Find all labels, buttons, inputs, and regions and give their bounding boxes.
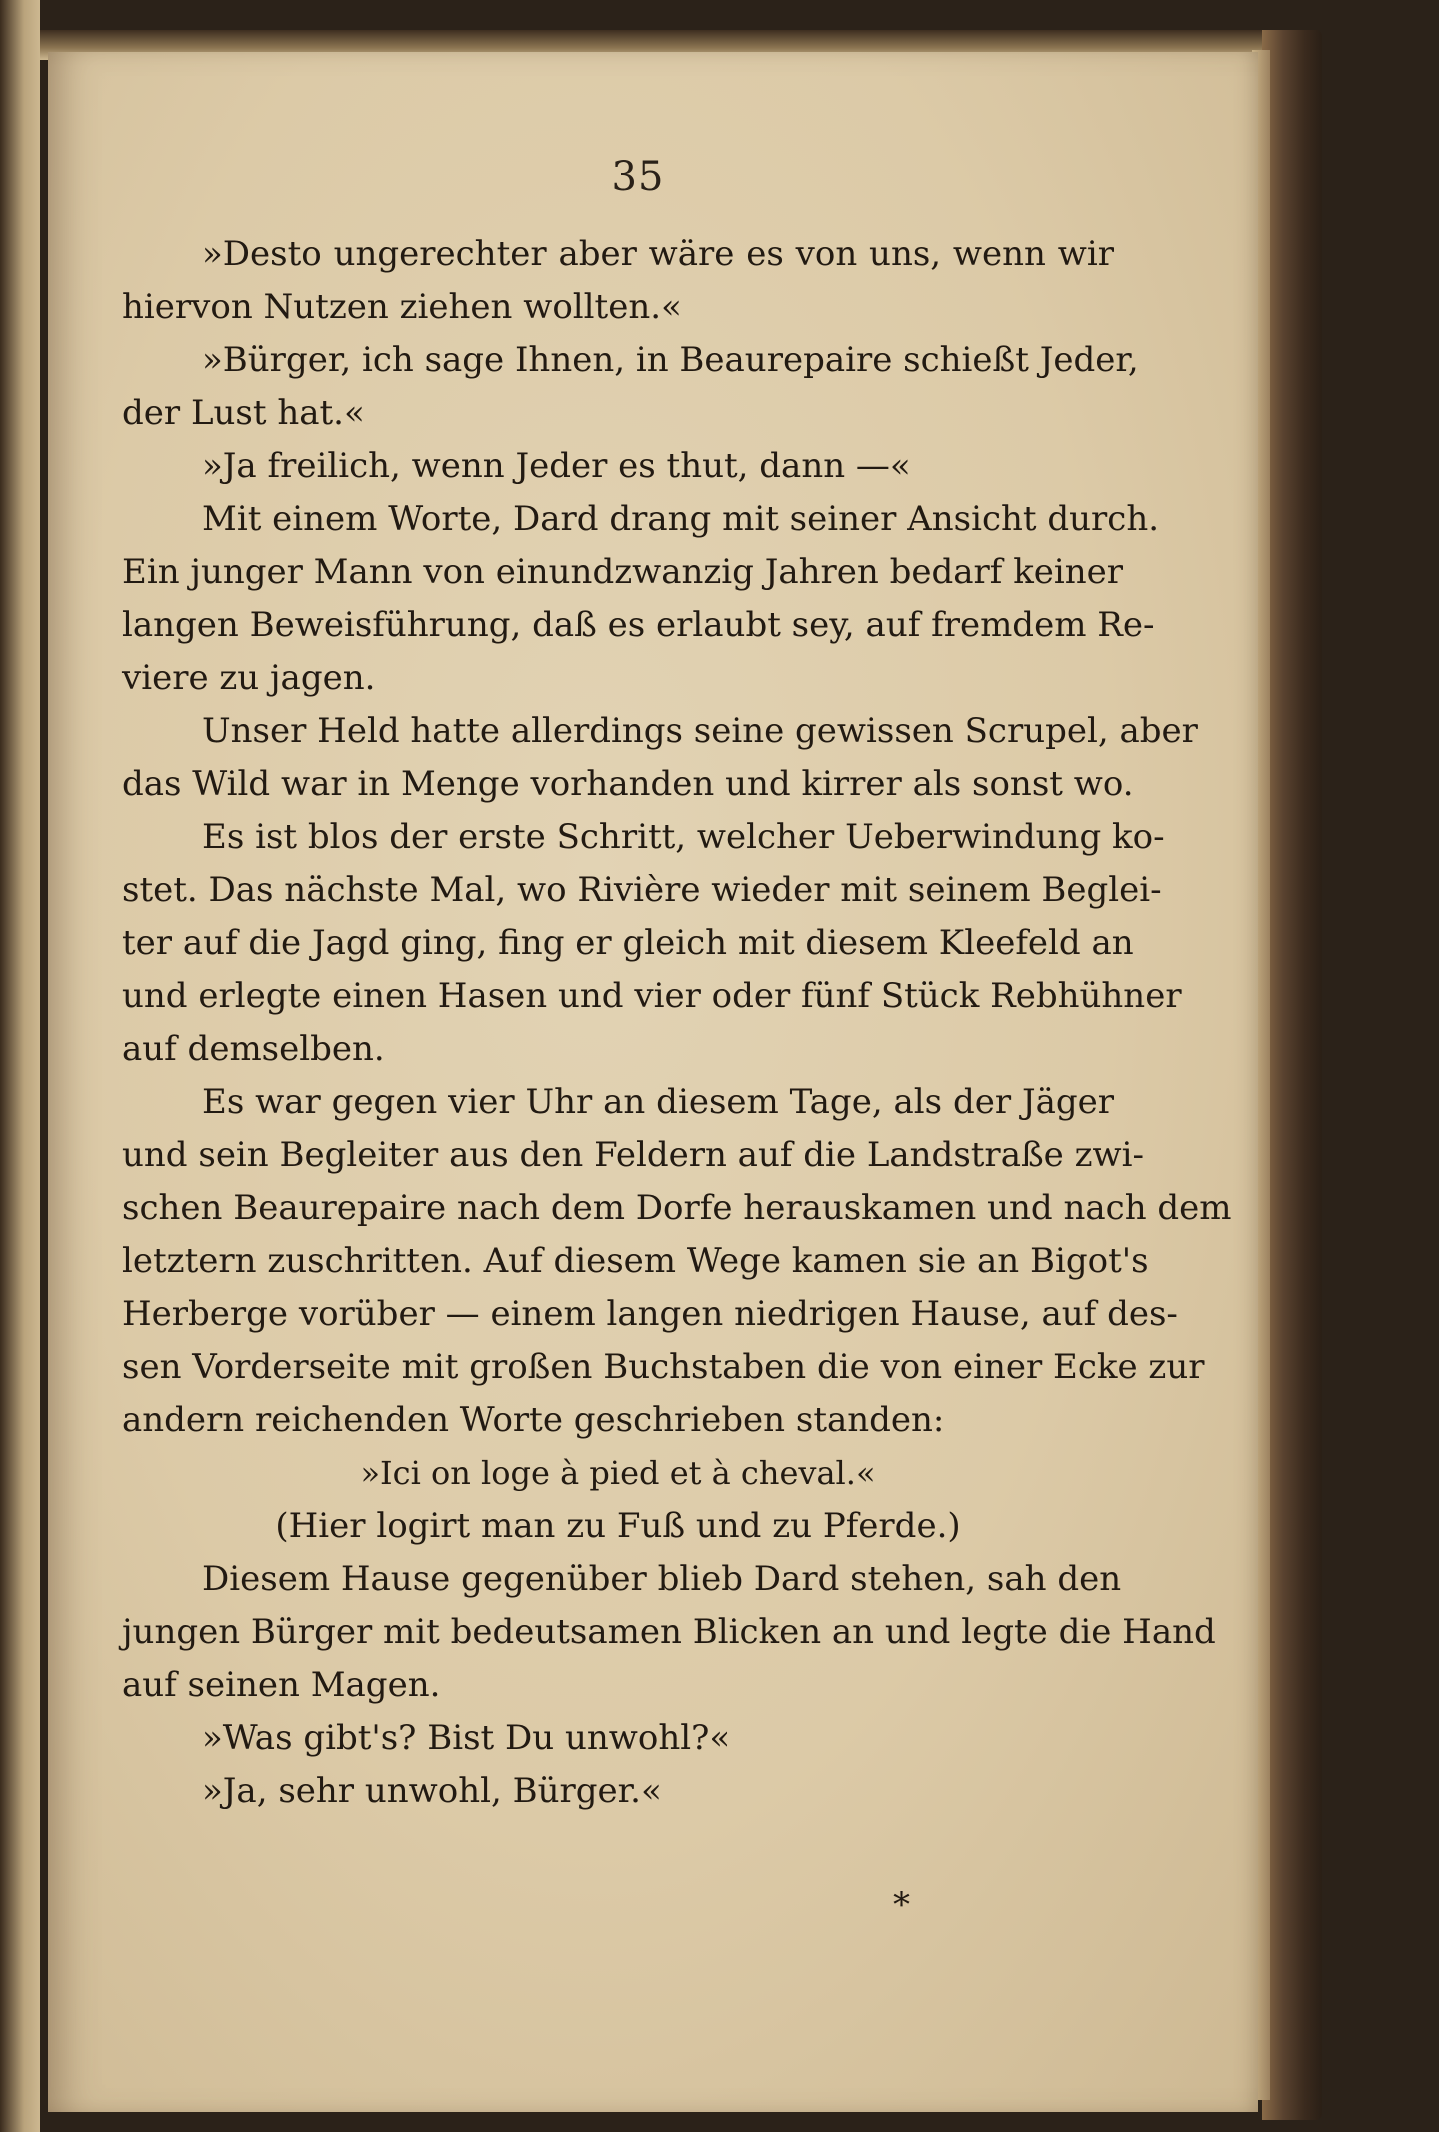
text-line: auf demselben. <box>122 1029 385 1069</box>
text-line: viere zu jagen. <box>122 658 376 698</box>
text-line: »Ja, sehr unwohl, Bürger.« <box>202 1771 662 1811</box>
text-line: und erlegte einen Hasen und vier oder fünf Stück Rebhühner <box>122 976 1182 1016</box>
text-line: das Wild war in Menge vorhanden und kirrer als sonst wo. <box>122 764 1134 804</box>
text-line: (Hier logirt man zu Fuß und zu Pferde.) <box>275 1506 961 1546</box>
book-page <box>48 52 1258 2112</box>
text-line: »Bürger, ich sage Ihnen, in Beaurepaire schießt Jeder, <box>202 340 1139 380</box>
text-line: »Ici on loge à pied et à cheval.« <box>360 1454 876 1492</box>
text-line: jungen Bürger mit bedeutsamen Blicken an und legte die Hand <box>122 1612 1216 1652</box>
page-number: 35 <box>611 154 665 200</box>
signature-mark: * <box>893 1885 910 1925</box>
text-line: Ein junger Mann von einundzwanzig Jahren bedarf keiner <box>122 552 1124 592</box>
text-line: Herberge vorüber — einem langen niedrigen Hause, auf des- <box>122 1294 1178 1334</box>
text-line: »Was gibt's? Bist Du unwohl?« <box>202 1718 731 1758</box>
page-text <box>122 228 1232 1818</box>
text-line: stet. Das nächste Mal, wo Rivière wieder mit seinem Beglei- <box>122 870 1162 910</box>
book-spine-shadow <box>0 0 40 2132</box>
text-line: »Ja freilich, wenn Jeder es thut, dann —« <box>202 446 911 486</box>
text-line: hiervon Nutzen ziehen wollten.« <box>122 287 682 327</box>
text-line: und sein Begleiter aus den Feldern auf die Landstraße zwi- <box>122 1135 1144 1175</box>
text-line: langen Beweisführung, daß es erlaubt sey, auf fremdem Re- <box>122 605 1155 645</box>
text-line: Es war gegen vier Uhr an diesem Tage, als der Jäger <box>202 1082 1114 1122</box>
text-line: Diesem Hause gegenüber blieb Dard stehen, sah den <box>202 1559 1122 1599</box>
text-line: sen Vorderseite mit großen Buchstaben die von einer Ecke zur <box>122 1347 1205 1387</box>
text-line: andern reichenden Worte geschrieben standen: <box>122 1400 945 1440</box>
text-line: ter auf die Jagd ging, fing er gleich mit diesem Kleefeld an <box>122 923 1134 963</box>
text-line: schen Beaurepaire nach dem Dorfe herauskamen und nach dem <box>122 1188 1232 1228</box>
text-line: »Desto ungerechter aber wäre es von uns, wenn wir <box>202 234 1114 274</box>
text-line: Mit einem Worte, Dard drang mit seiner Ansicht durch. <box>202 499 1160 539</box>
text-line: letztern zuschritten. Auf diesem Wege kamen sie an Bigot's <box>122 1241 1149 1281</box>
text-line: auf seinen Magen. <box>122 1665 441 1705</box>
book-cover-edge <box>1262 30 1322 2120</box>
text-line: der Lust hat.« <box>122 393 365 433</box>
text-line: Es ist blos der erste Schritt, welcher Ueberwindung ko- <box>202 817 1165 857</box>
text-line: Unser Held hatte allerdings seine gewissen Scrupel, aber <box>202 711 1198 751</box>
